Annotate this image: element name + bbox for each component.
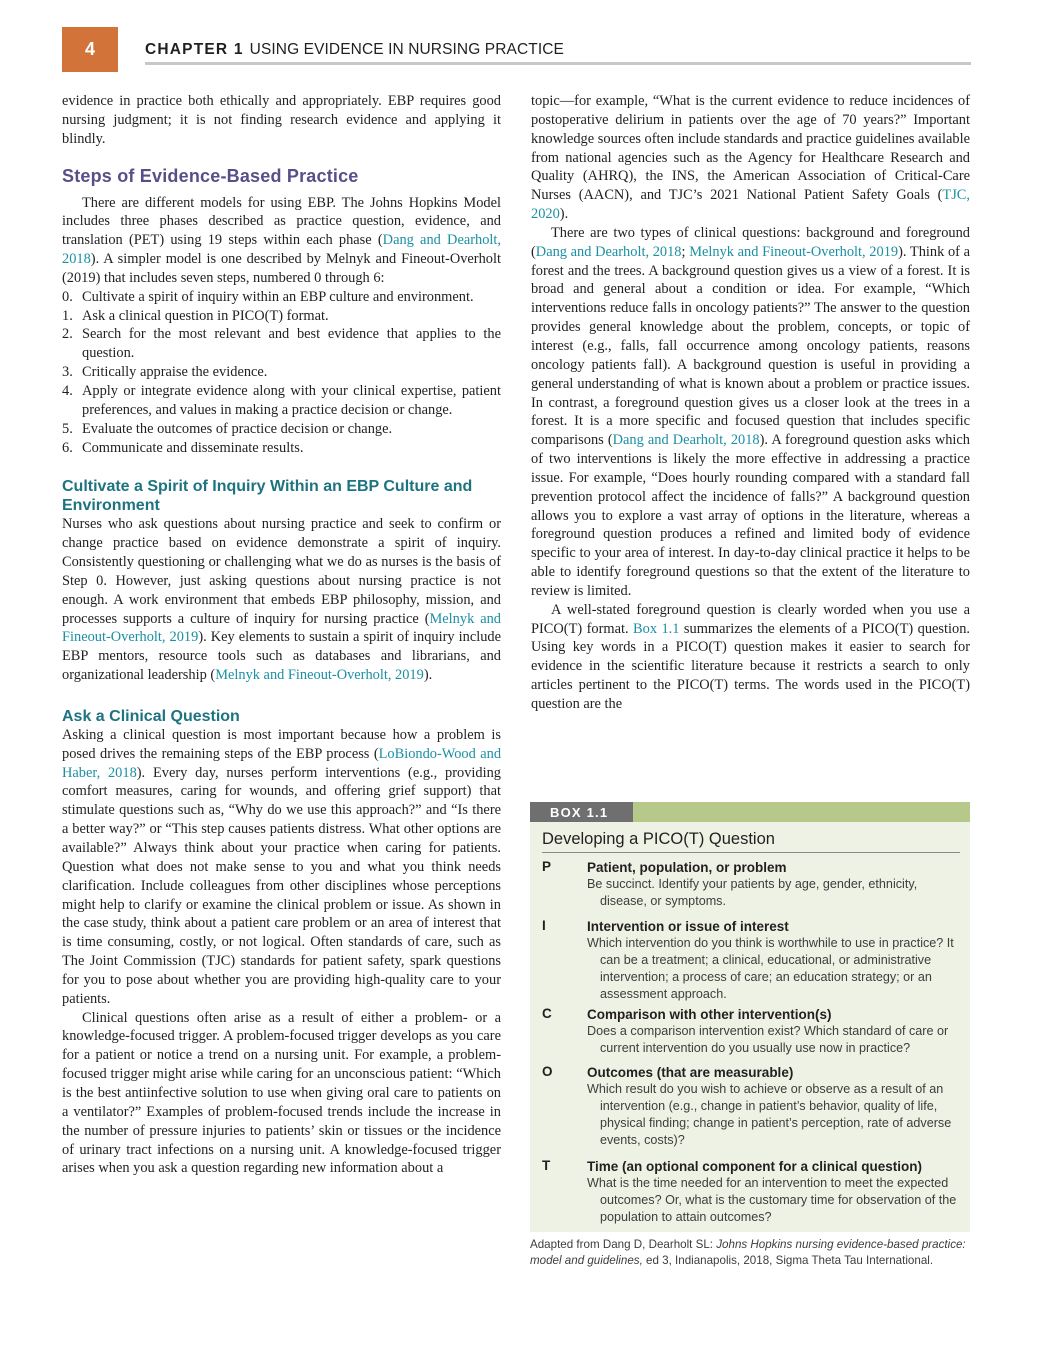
cultivate-paragraph: Nurses who ask questions about nursing practice and seek to confirm or change practice based on evidence demonstrate a spirit of inquiry. Consistently questioning or challenging what we do as nurses is the basis of Step 0. However, just asking questions about nursing practice is not enough. A work environment that embeds EBP philosophy, mission, and processes supports a culture of inquiry for nursing practice (Melnyk and Fineout-Overholt, 2019). Key elements to sustain a spirit of inquiry include EBP mentors, resource tools such as databases and librarians, and organizational leadership (Melnyk and Fineout-Overholt, 2019). bbox=[62, 516, 501, 684]
chapter-title: USING EVIDENCE IN NURSING PRACTICE bbox=[249, 41, 564, 58]
ask-heading: Ask a Clinical Question bbox=[62, 707, 240, 725]
list-item: 3. Critically appraise the evidence. bbox=[62, 364, 268, 381]
pico-letter: I bbox=[542, 918, 546, 933]
pico-heading: Comparison with other intervention(s) bbox=[587, 1007, 832, 1022]
pico-heading: Outcomes (that are measurable) bbox=[587, 1065, 794, 1080]
pico-letter: T bbox=[542, 1158, 551, 1173]
right-paragraph-2: There are two types of clinical questions: background and foreground (Dang and Dearholt, 2018; Melnyk and Fineout-Overholt, 2019). Think of a forest and the trees. A background question gives us a view of a forest. It is broad and general about a condition or idea. For example, “Which interventions reduce falls in oncology patients?” The answer to the question provides general knowledge about the problem, concepts, or topic of interest (e.g., falls, fall occurrence among oncology patients, reasons oncology patients fall). A background question is useful in providing a general understanding of what is known about a problem or practice issues. In contrast, a foreground question gives us a closer look at the trees in a forest. It is a more specific and focused question that includes specific comparisons (Dang and Dearholt, 2018). A foreground question asks which of two interventions is likely the more effective in addressing a practice issue. For example, “Does hourly rounding compared with a standard fall prevention protocol affect the incidence of falls?” A background question allows you to explore a vast array of options in the literature, whereas a foreground question produces a refined and limited body of evidence specific to your area of interest. In day-to-day clinical practice it helps to be able to identify foreground questions so that the extent of the literature to review is limited. bbox=[531, 224, 971, 599]
pico-description: Which intervention do you think is worthwhile to use in practice? It can be a treatment; a clinical, educational, or administrative intervention; a process of care; an education strategy; or an assessment approach. bbox=[587, 936, 954, 1001]
pico-description: What is the time needed for an intervention to meet the expected outcomes? Or, what is the customary time for observation of the population to attain outcomes? bbox=[587, 1176, 957, 1224]
cultivate-heading: Cultivate a Spirit of Inquiry Within an EBP Culture and Environment bbox=[62, 478, 473, 515]
list-item: 5. Evaluate the outcomes of practice decision or change. bbox=[62, 420, 393, 437]
right-column bbox=[531, 92, 970, 714]
running-header bbox=[145, 41, 564, 59]
list-item: 6. Communicate and disseminate results. bbox=[62, 439, 304, 456]
pico-heading: Patient, population, or problem bbox=[587, 860, 787, 875]
citation-link[interactable]: LoBiondo-Wood and Haber, 2018 bbox=[62, 745, 502, 781]
right-paragraph-3: A well-stated foreground question is clearly worded when you use a PICO(T) format. Box 1.1 summarizes the elements of a PICO(T) question. Using key words in a PICO(T) question makes it easier to search for evidence in the scientific literature because it restricts a search to only articles pertinent to the PICO(T) terms. The words used in the PICO(T) question are the bbox=[531, 601, 970, 712]
pico-heading: Intervention or issue of interest bbox=[587, 919, 789, 934]
right-paragraph-1: topic—for example, “What is the current evidence to reduce incidences of postoperative delirium in patients over the age of 70 years?” Important knowledge sources often include standards and practice guidelines available from national agencies such as the Agency for Healthcare Research and Quality (AHRQ), the INS, the American Association of Critical-Care Nurses (AACN), and TJC’s 2021 National Patient Safety Goals (TJC, 2020). bbox=[531, 93, 970, 223]
box-source-note: Adapted from Dang D, Dearholt SL: Johns Hopkins nursing evidence-based practice: model and guidelines, ed 3, Indianapolis, 2018, Sigma Theta Tau International. bbox=[530, 1238, 966, 1267]
steps-paragraph: There are different models for using EBP. The Johns Hopkins Model includes three phases described as practice question, evidence, and translation (PET) using 19 steps within each phase (Dang and Dearholt, 2018). A simpler model is one described by Melnyk and Fineout-Overholt (2019) that includes seven steps, numbered 0 through 6: bbox=[62, 194, 501, 286]
citation-link[interactable]: Melnyk and Fineout-Overholt, 2019 bbox=[215, 667, 424, 684]
list-item: 1. Ask a clinical question in PICO(T) format. bbox=[62, 307, 329, 324]
box-label: BOX 1.1 bbox=[530, 802, 653, 822]
pico-description: Does a comparison intervention exist? Which standard of care or current intervention do you usually use now in practice? bbox=[587, 1024, 949, 1055]
box-title: Developing a PICO(T) Question bbox=[542, 830, 775, 848]
steps-heading: Steps of Evidence-Based Practice bbox=[62, 165, 359, 186]
pico-letter: C bbox=[542, 1006, 552, 1021]
pico-description: Which result do you wish to achieve or observe as a result of an intervention (e.g., change in patient’s behavior, quality of life, physical finding; change in patient’s perception, rate of adverse events, costs)? bbox=[587, 1082, 952, 1147]
citation-link[interactable]: Melnyk and Fineout-Overholt, 2019 bbox=[689, 243, 899, 260]
pico-heading: Time (an optional component for a clinical question) bbox=[587, 1159, 923, 1174]
citation-link[interactable]: Dang and Dearholt, 2018 bbox=[535, 243, 682, 260]
pico-letter: O bbox=[542, 1064, 553, 1079]
citation-link[interactable]: TJC, 2020 bbox=[531, 187, 970, 223]
page-number: 4 bbox=[62, 27, 118, 72]
citation-link[interactable]: Melnyk and Fineout-Overholt, 2019 bbox=[62, 610, 501, 646]
pico-box bbox=[530, 802, 970, 1232]
pico-description: Be succinct. Identify your patients by age, gender, ethnicity, disease, or symptoms. bbox=[587, 877, 918, 908]
list-item: 4. Apply or integrate evidence along with your clinical expertise, patient preferences, and values in making a practice decision or change. bbox=[62, 382, 501, 418]
citation-link[interactable]: Dang and Dearholt, 2018 bbox=[612, 432, 760, 449]
box-header-band bbox=[633, 802, 970, 822]
citation-link[interactable]: Dang and Dearholt, 2018 bbox=[62, 232, 501, 268]
intro-paragraph: evidence in practice both ethically and appropriately. EBP requires good nursing judgment; it is not finding research evidence and applying it blindly. bbox=[62, 93, 501, 147]
ask-paragraph-2: Clinical questions often arise as a result of either a problem- or a knowledge-focused trigger. A problem-focused trigger develops as you care for a patient or notice a trend on a nursing unit. For example, a problem-focused trigger might arise while caring for an unconscious patient: “Which is the best antiinfective solution to use when giving oral care to patients on a ventilator?” Examples of problem-focused trends include the increase in the number of pressure injuries to patients’ skin or tissues or the incidence of urinary tract infections on a nursing unit. A knowledge-focused trigger arises when you ask a question regarding new information about a bbox=[62, 1009, 501, 1177]
pico-letter: P bbox=[542, 859, 552, 874]
box-link[interactable]: Box 1.1 bbox=[633, 620, 680, 637]
list-item: 2. Search for the most relevant and best evidence that applies to the question. bbox=[62, 326, 501, 362]
steps-list bbox=[62, 288, 501, 458]
ask-paragraph-1: Asking a clinical question is most important because how a problem is posed drives the remaining steps of the EBP process (LoBiondo-Wood and Haber, 2018). Every day, nurses perform interventions (e.g., providing comfort measures, caring for wounds, and offering grief support) that stimulate questions such as, “Why do we use this approach?” and “Is there a better way?” or “This step causes patients distress. What other options are available?” Always think about your practice when caring for patients. Question what does not make sense to you and what you think needs clarification. Include colleagues from other disciplines whose perceptions might help to clarify or examine the clinical problem or issue. As shown in the case study, think about a patient care problem or an area of interest that is time consuming, costly, or not logical. Often standards of care, such as The Joint Commission (TJC) standards for patient safety, spark questions for you to pose about whether you are providing high-quality care to your patients. bbox=[62, 726, 502, 1007]
box-rule bbox=[542, 852, 960, 853]
list-item: 0. Cultivate a spirit of inquiry within an EBP culture and environment. bbox=[62, 288, 474, 305]
left-column bbox=[62, 92, 501, 1178]
header-rule bbox=[145, 62, 971, 65]
chapter-label: CHAPTER 1 bbox=[145, 41, 244, 58]
